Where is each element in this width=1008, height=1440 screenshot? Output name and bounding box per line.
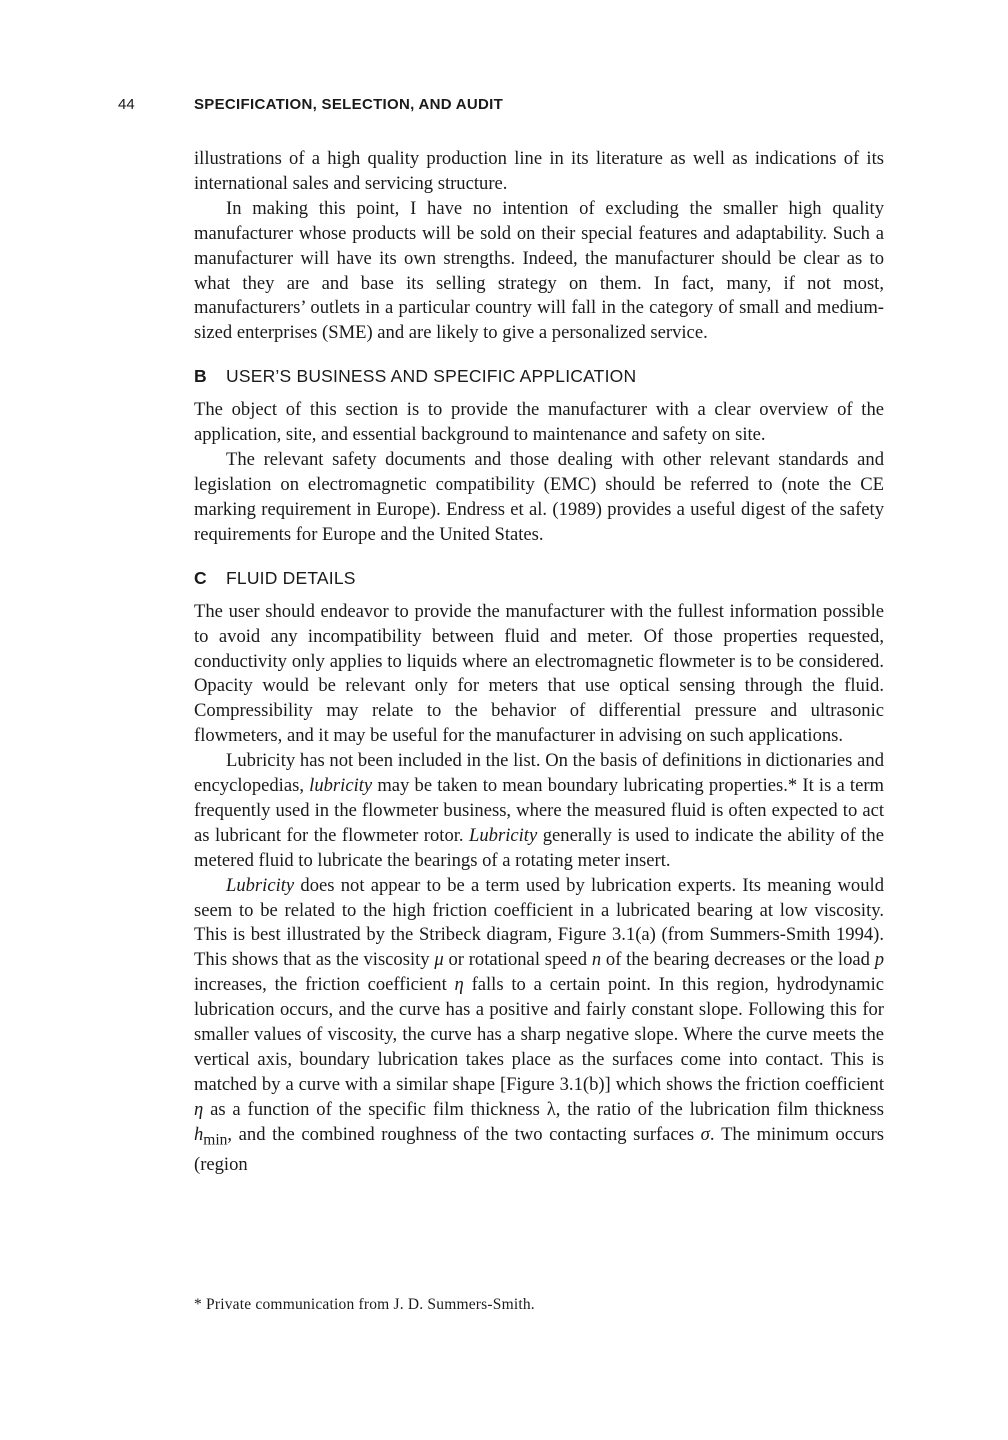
symbol-h: h [194,1123,204,1145]
intro-paragraph-1: illustrations of a high quality production line in its literature as well as indications of its international sales and servicing structure. [194,148,884,194]
section-c-paragraph-3 [194,874,884,1179]
text-run: . The minimum occurs (region [194,1123,884,1176]
section-b-paragraph-2: The relevant safety documents and those dealing with other relevant standards and legislation on electromagnetic compatibility (EMC) should be referred to (note the CE marking requirement in Europe). Endress et al. (1989) provides a useful digest of the safety requirements for Europe and the United States. [194,449,884,545]
intro-paragraph-2: In making this point, I have no intention of excluding the smaller high quality manufacturer whose products will be sold on their special features and adaptability. Such a manufacturer will have its own strengths. Indeed, the manufacturer should be clear as to what they are and base its selling strategy on them. In fact, many, if not most, manufacturers’ outlets in a particular country will fall in the category of small and medium-sized enterprises (SME) and are likely to give a personalized service. [194,197,884,344]
section-c-paragraph-2 [194,749,884,874]
symbol-eta: η [454,974,464,996]
symbol-mu: μ [434,949,444,971]
symbol-p: p [874,949,884,971]
text-run: Lubricity has not been included in the list. On the basis of definitions in dictionaries and encyclopedias, [194,750,884,797]
running-title: SPECIFICATION, SELECTION, AND AUDIT [194,96,504,113]
text-run: does not appear to be a term used by lubrication experts. Its meaning would seem to be related to the high friction coefficient in a lubricated bearing at low viscosity. This is best illustrated by the Stribeck diagram, Figure 3.1(a) (from Summers-Smith 1994). This shows that as the viscosity [194,874,884,971]
section-b-paragraph-1: The object of this section is to provide the manufacturer with a clear overview of the application, site, and essential background to maintenance and safety on site. [194,399,884,446]
subscript-min: min [203,1131,228,1149]
section-c-title: FLUID DETAILS [226,567,356,588]
body-text [194,147,884,1178]
italic-term: Lubricity [226,874,295,896]
footnote: * Private communication from J. D. Summers-Smith. [194,1296,535,1313]
text-run: as a function of the specific film thickness λ, the ratio of the lubrication film thickness [203,1098,884,1120]
section-b-title: USER’S BUSINESS AND SPECIFIC APPLICATION [226,366,637,387]
text-run: or rotational speed [443,949,592,971]
symbol-n: n [591,949,602,971]
symbol-eta: η [194,1098,204,1120]
text-run: increases, the friction coefficient [194,974,455,996]
page-number: 44 [118,96,135,113]
italic-term: Lubricity [469,824,538,846]
text-run: may be taken to mean boundary lubricating properties.* It is a term frequently used in the flowmeter business, where the measured fluid is often expected to act as lubricant for the flowmeter rotor. [194,775,884,846]
text-run: , and the combined roughness of the two contacting surfaces [227,1123,701,1145]
text-run: of the bearing decreases or the load [601,949,875,971]
italic-term: lubricity [309,775,373,797]
section-c-paragraph-1: The user should endeavor to provide the manufacturer with the fullest information possible to avoid any incompatibility between fluid and meter. Of those properties requested, conductivity only applies to liquids where an electromagnetic flowmeter is to be considered. Opacity would be relevant only for meters that use optical sensing through the fluid. Compressibility may relate to the behavior of differential pressure and ultrasonic flowmeters, and it may be useful for the manufacturer in advising on such applications. [194,600,884,747]
section-b-heading [194,364,884,388]
text-run: falls to a certain point. In this region, hydrodynamic lubrication occurs, and the curve has a positive and fairly constant slope. Following this for smaller values of viscosity, the curve has a sharp negative slope. Where the curve meets the vertical axis, boundary lubrication takes place as the surfaces come into contact. This is matched by a curve with a similar shape [Figure 3.1(b)] which shows the friction coefficient [194,974,884,1095]
text-run: generally is used to indicate the ability of the metered fluid to lubricate the bearings of a rotating meter insert. [194,824,884,871]
symbol-sigma: σ [700,1123,710,1145]
section-b-letter: B [194,366,207,387]
section-c-letter: C [194,567,207,588]
section-c-heading [194,566,884,590]
